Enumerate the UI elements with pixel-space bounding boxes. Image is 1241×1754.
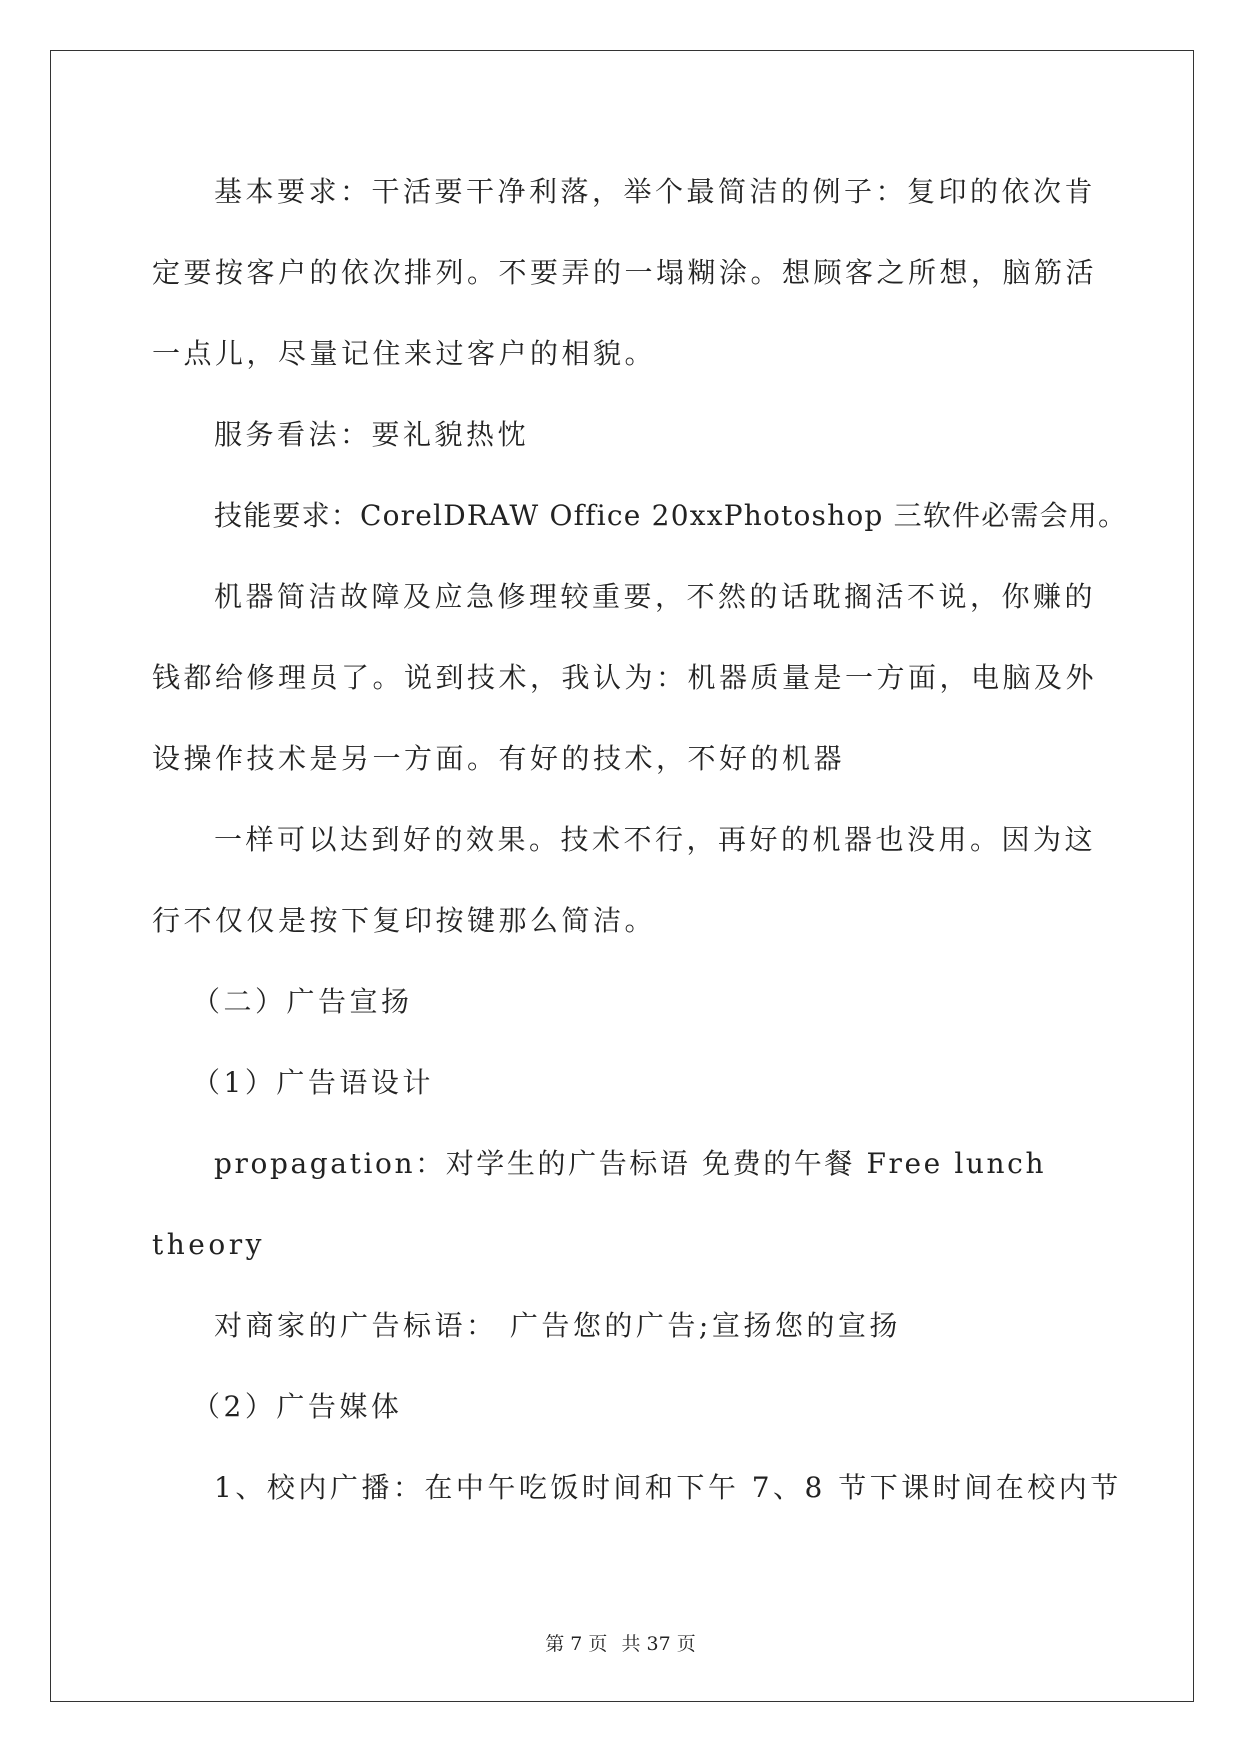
paragraph-line: 技能要求：CorelDRAW Office 20xxPhotoshop 三软件必需会用。: [214, 499, 1128, 532]
section-heading: （二）广告宣扬: [192, 985, 413, 1018]
paragraph-line: theory: [152, 1228, 265, 1261]
paragraph-line: 定要按客户的依次排列。不要弄的一塌糊涂。想顾客之所想，脑筋活: [152, 256, 1098, 289]
paragraph-line: 1、校内广播：在中午吃饭时间和下午 7、8 节下课时间在校内节: [214, 1471, 1122, 1504]
page-total: 共 37 页: [621, 1633, 696, 1655]
paragraph-line: 机器简洁故障及应急修理较重要，不然的话耽搁活不说，你赚的: [214, 580, 1097, 613]
paragraph-line: 服务看法：要礼貌热忱: [214, 418, 530, 451]
page-number: 第 7 页: [545, 1633, 608, 1655]
paragraph-line: propagation：对学生的广告标语 免费的午餐 Free lunch: [214, 1147, 1047, 1180]
page-border: [50, 50, 1194, 1702]
subsection-heading: （2）广告媒体: [192, 1390, 403, 1423]
paragraph-line: 设操作技术是另一方面。有好的技术，不好的机器: [152, 742, 846, 775]
paragraph-line: 一样可以达到好的效果。技术不行，再好的机器也没用。因为这: [214, 823, 1097, 856]
paragraph-line: 钱都给修理员了。说到技术，我认为：机器质量是一方面，电脑及外: [152, 661, 1098, 694]
paragraph-line: 一点儿，尽量记住来过客户的相貌。: [152, 337, 657, 370]
paragraph-line: 对商家的广告标语： 广告您的广告;宣扬您的宣扬: [214, 1309, 901, 1342]
subsection-heading: （1）广告语设计: [192, 1066, 434, 1099]
page-footer: [0, 1632, 1241, 1656]
paragraph-line: 基本要求：干活要干净利落，举个最简洁的例子：复印的依次肯: [214, 175, 1097, 208]
paragraph-line: 行不仅仅是按下复印按键那么简洁。: [152, 904, 657, 937]
